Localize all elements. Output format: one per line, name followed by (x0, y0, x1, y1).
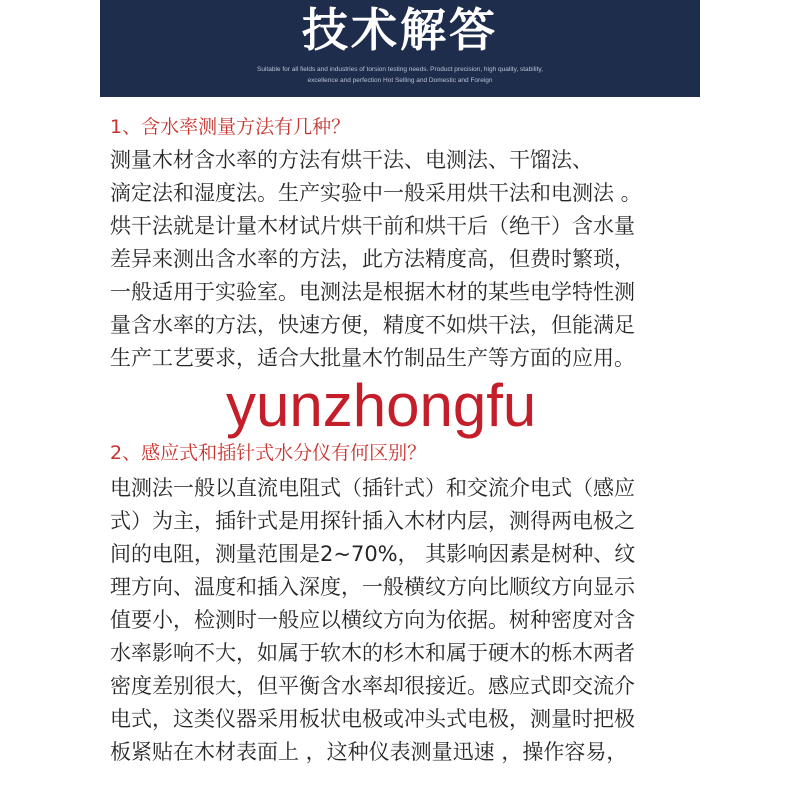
paragraph-line: 值要小，检测时一般应以横纹方向为依据。树种密度对含 (110, 608, 635, 632)
paragraph-line: 密度差别很大，但平衡含水率却很接近。感应式即交流介 (110, 674, 635, 698)
paragraph-line: 间的电阻，测量范围是2~70%， 其影响因素是树种、纹 (110, 542, 636, 566)
banner-title: 技术解答 (302, 3, 498, 57)
banner-subtitle (220, 64, 580, 86)
section-2-paragraph (110, 472, 688, 769)
paragraph-line: 一般适用于实验室。电测法是根据木材的某些电学特性测 (110, 280, 635, 304)
paragraph-line: 滴定法和湿度法。生产实验中一般采用烘干法和电测法 。 (110, 181, 642, 205)
paragraph-line: 理方向、温度和插入深度，一般横纹方向比顺纹方向显示 (110, 575, 635, 599)
paragraph-line: 测量木材含水率的方法有烘干法、电测法、干馏法、 (110, 148, 593, 172)
section-1-heading: 1、含水率测量方法有几种？ (110, 116, 351, 138)
paragraph-line: 量含水率的方法，快速方便，精度不如烘干法，但能满足 (110, 313, 635, 337)
paragraph-line: 差异来测出含水率的方法，此方法精度高，但费时繁琐， (110, 247, 635, 271)
paragraph-line: 式）为主，插针式是用探针插入木材内层，测得两电极之 (110, 509, 635, 533)
watermark-text: yunzhongfu (226, 372, 537, 439)
section-1-paragraph (110, 144, 688, 375)
paragraph-line: 电式，这类仪器采用板状电极或冲头式电极，测量时把极 (110, 707, 635, 731)
title-banner (100, 0, 700, 97)
paragraph-line: 生产工艺要求，适合大批量木竹制品生产等方面的应用。 (110, 346, 635, 370)
section-2-heading: 2、感应式和插针式水分仪有何区别？ (110, 442, 427, 464)
paragraph-line: 烘干法就是计量木材试片烘干前和烘干后（绝干）含水量 (110, 214, 635, 238)
banner-subtitle-line-1: Suitable for all fields and industries of torsion testing needs. Product precision, high quality, stability, (257, 66, 543, 73)
paragraph-line: 电测法一般以直流电阻式（插针式）和交流介电式（感应 (110, 476, 635, 500)
paragraph-line: 水率影响不大，如属于软木的杉木和属于硬木的栎木两者 (110, 641, 635, 665)
banner-subtitle-line-2: excellence and perfection Hot Selling and Domestic and Foreign (307, 77, 493, 84)
paragraph-line: 板紧贴在木材表面上 ，这种仪表测量迅速 ，操作容易， (110, 740, 628, 764)
